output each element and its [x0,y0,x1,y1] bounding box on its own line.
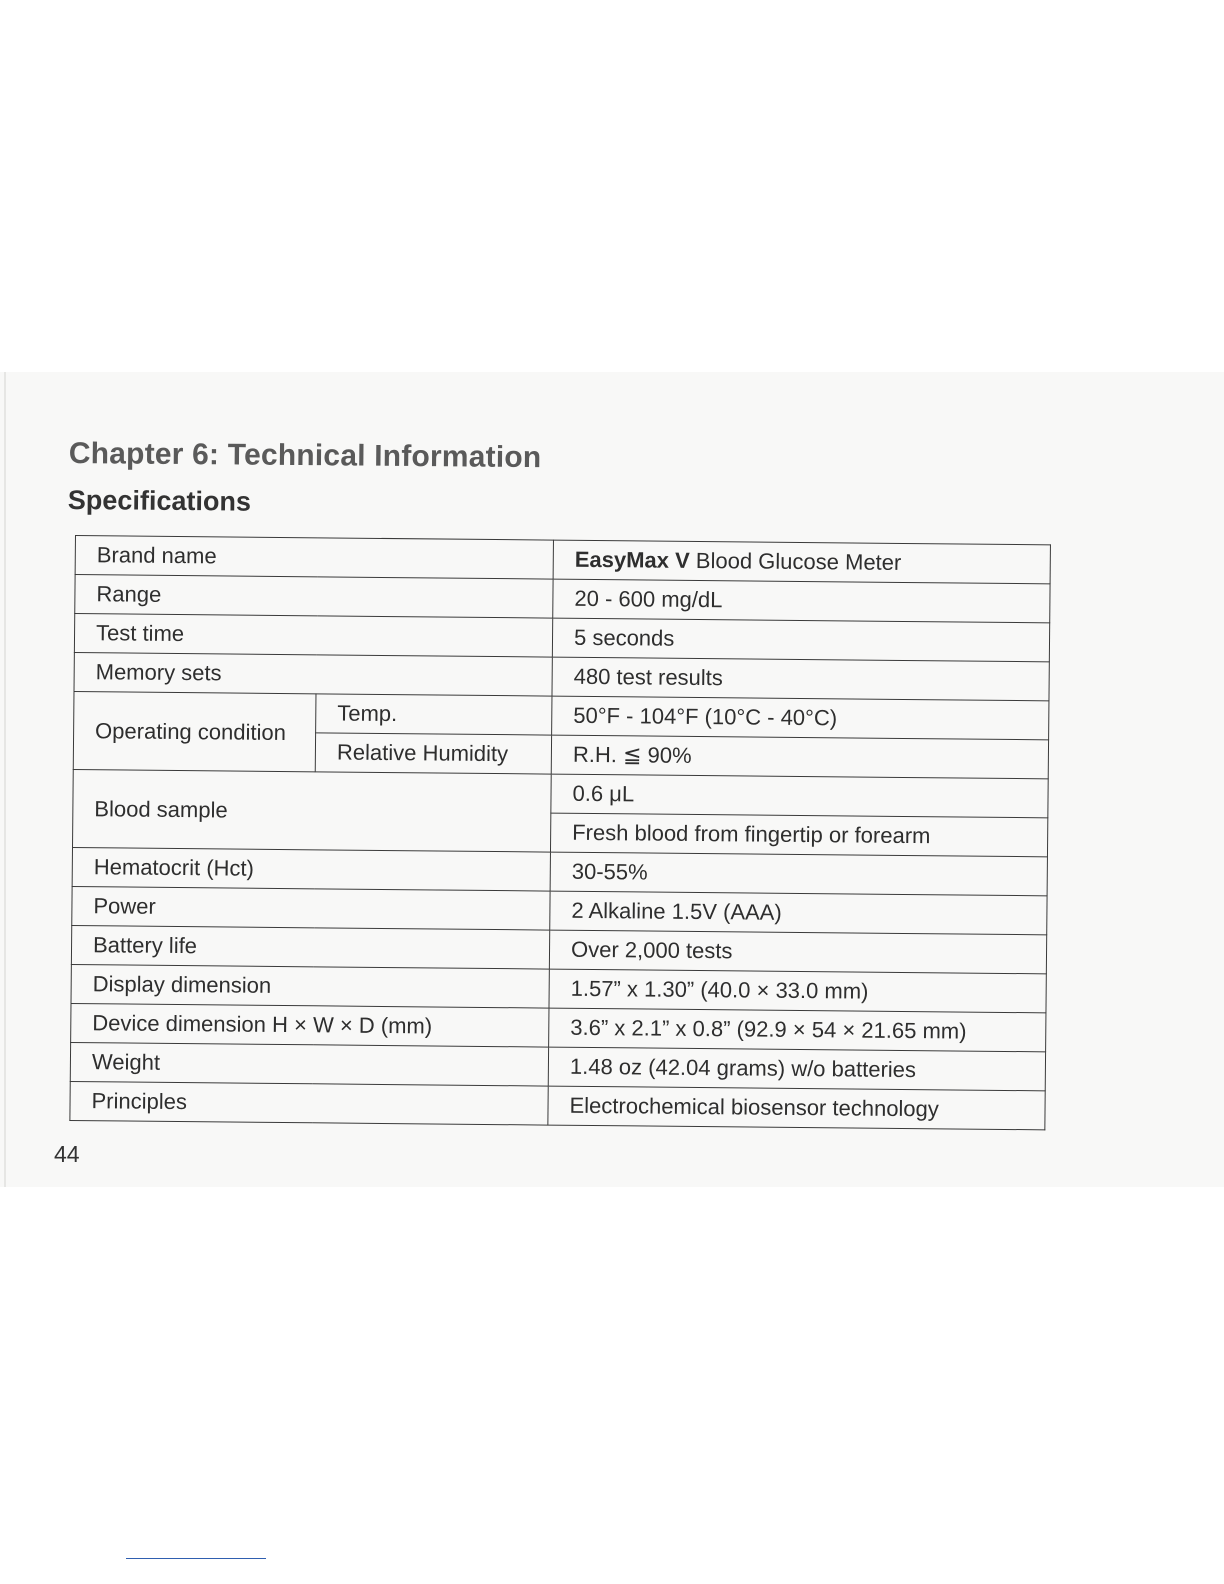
footer-rule [126,1558,266,1559]
spec-label: Principles [70,1081,548,1125]
spec-value: 0.6 μL [551,774,1048,818]
spec-label: Brand name [75,536,553,580]
brand-name: EasyMax V [574,546,690,573]
spec-value: 3.6” x 2.1” x 0.8” (92.9 × 54 × 21.65 mm) [549,1008,1046,1052]
spec-label: Range [75,575,553,619]
spec-value: 5 seconds [552,618,1049,662]
spec-value: Electrochemical biosensor technology [548,1086,1045,1130]
spec-value: Fresh blood from fingertip or forearm [550,813,1047,857]
spec-sublabel: Relative Humidity [315,733,551,774]
spec-value [553,540,1050,584]
brand-product: Blood Glucose Meter [689,547,902,575]
spec-label: Weight [70,1042,548,1086]
table-row [73,769,1048,817]
spec-value: Over 2,000 tests [549,930,1046,974]
page-edge [4,372,6,1187]
section-title: Specifications [67,485,252,517]
spec-label: Blood sample [73,769,552,852]
spec-value: 30-55% [550,852,1047,896]
spec-value: 50°F - 104°F (10°C - 40°C) [552,696,1049,740]
specifications-table-container [69,535,1055,1130]
spec-label: Device dimension H × W × D (mm) [71,1003,549,1047]
spec-value: 2 Alkaline 1.5V (AAA) [550,891,1047,935]
spec-label: Battery life [71,925,549,969]
spec-sublabel: Temp. [316,694,552,735]
spec-label: Test time [74,614,552,658]
spec-label: Power [72,886,550,930]
specifications-table [69,535,1051,1130]
spec-value: 1.57” x 1.30” (40.0 × 33.0 mm) [549,969,1046,1013]
spec-value: R.H. ≦ 90% [551,735,1048,779]
chapter-title: Chapter 6: Technical Information [68,437,542,475]
spec-label: Display dimension [71,964,549,1008]
spec-value: 20 - 600 mg/dL [553,579,1050,623]
table-row [74,691,1049,739]
spec-value: 480 test results [552,657,1049,701]
spec-label: Memory sets [74,652,552,696]
page-number: 44 [54,1141,80,1167]
spec-label: Operating condition [73,691,316,771]
spec-value: 1.48 oz (42.04 grams) w/o batteries [548,1047,1045,1091]
spec-label: Hematocrit (Hct) [72,847,550,891]
